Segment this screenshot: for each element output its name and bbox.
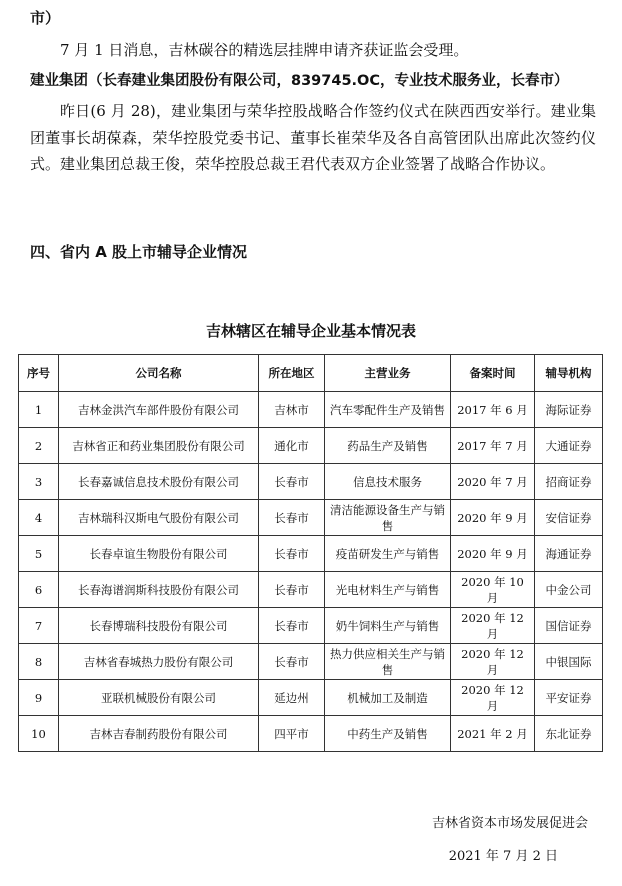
footer-organization: 吉林省资本市场发展促进会 — [431, 816, 588, 831]
footer-date: 2021 年 7 月 2 日 — [448, 849, 558, 864]
cell-tutoring-agency: 招商证券 — [535, 464, 603, 500]
cell-region: 通化市 — [259, 428, 325, 464]
cell-filing-date: 2020 年 12 月 — [451, 644, 535, 680]
cell-company-name: 吉林吉春制药股份有限公司 — [59, 716, 259, 752]
cell-region: 长春市 — [259, 644, 325, 680]
news-paragraph-1: 7 月 1 日消息，吉林碳谷的精选层挂牌申请齐获证监会受理。 — [60, 41, 469, 59]
cell-filing-date: 2020 年 7 月 — [451, 464, 535, 500]
header-tutoring-agency: 辅导机构 — [535, 355, 603, 392]
cell-tutoring-agency: 大通证券 — [535, 428, 603, 464]
cell-tutoring-agency: 中金公司 — [535, 572, 603, 608]
cell-region: 长春市 — [259, 572, 325, 608]
cell-index: 2 — [19, 428, 59, 464]
table-header-row — [19, 355, 603, 392]
cell-tutoring-agency: 国信证券 — [535, 608, 603, 644]
cell-index: 4 — [19, 500, 59, 536]
cell-region: 四平市 — [259, 716, 325, 752]
cell-filing-date: 2020 年 12 月 — [451, 608, 535, 644]
table-row — [19, 716, 603, 752]
cell-filing-date: 2020 年 12 月 — [451, 680, 535, 716]
cell-company-name: 长春卓谊生物股份有限公司 — [59, 536, 259, 572]
cell-filing-date: 2017 年 7 月 — [451, 428, 535, 464]
cell-company-name: 吉林省春城热力股份有限公司 — [59, 644, 259, 680]
header-main-business: 主营业务 — [325, 355, 451, 392]
cell-tutoring-agency: 海通证券 — [535, 536, 603, 572]
cell-tutoring-agency: 中银国际 — [535, 644, 603, 680]
cell-index: 5 — [19, 536, 59, 572]
table-row — [19, 536, 603, 572]
cell-index: 3 — [19, 464, 59, 500]
cell-main-business: 信息技术服务 — [325, 464, 451, 500]
cell-company-name: 吉林省正和药业集团股份有限公司 — [59, 428, 259, 464]
cell-index: 7 — [19, 608, 59, 644]
table-row — [19, 428, 603, 464]
section-heading: 四、省内 A 股上市辅导企业情况 — [30, 243, 248, 261]
cell-tutoring-agency: 海际证券 — [535, 392, 603, 428]
cell-main-business: 药品生产及销售 — [325, 428, 451, 464]
cell-company-name: 亚联机械股份有限公司 — [59, 680, 259, 716]
cell-main-business: 热力供应相关生产与销售 — [325, 644, 451, 680]
table-row — [19, 644, 603, 680]
cell-main-business: 光电材料生产与销售 — [325, 572, 451, 608]
cell-index: 6 — [19, 572, 59, 608]
cell-company-name: 吉林金洪汽车部件股份有限公司 — [59, 392, 259, 428]
cell-region: 延边州 — [259, 680, 325, 716]
table-row — [19, 464, 603, 500]
table-title: 吉林辖区在辅导企业基本情况表 — [205, 322, 416, 340]
cell-main-business: 奶牛饲料生产与销售 — [325, 608, 451, 644]
cell-region: 长春市 — [259, 464, 325, 500]
cell-region: 吉林市 — [259, 392, 325, 428]
cell-region: 长春市 — [259, 536, 325, 572]
cell-filing-date: 2017 年 6 月 — [451, 392, 535, 428]
cell-main-business: 中药生产及销售 — [325, 716, 451, 752]
cell-tutoring-agency: 东北证券 — [535, 716, 603, 752]
cell-region: 长春市 — [259, 500, 325, 536]
cell-filing-date: 2021 年 2 月 — [451, 716, 535, 752]
cell-main-business: 疫苗研发生产与销售 — [325, 536, 451, 572]
header-filing-date: 备案时间 — [451, 355, 535, 392]
news-paragraph-2: 昨日(6 月 28)，建业集团与荣华控股战略合作签约仪式在陕西西安举行。建业集团董事长胡葆森，荣华控股党委书记、董事长崔荣华及各自高管团队出席此次签约仪式。建业集团总裁王俊，荣华控股总裁王君代表双方企业签署了战略合作协议。 — [30, 102, 596, 173]
cell-main-business: 汽车零配件生产及销售 — [325, 392, 451, 428]
table-row — [19, 608, 603, 644]
cell-tutoring-agency: 平安证券 — [535, 680, 603, 716]
cell-company-name: 长春博瑞科技股份有限公司 — [59, 608, 259, 644]
tutoring-companies-table — [18, 354, 603, 752]
company-heading: 建业集团（长春建业集团股份有限公司，839745.OC，专业技术服务业，长春市） — [30, 73, 569, 89]
header-region: 所在地区 — [259, 355, 325, 392]
cell-index: 9 — [19, 680, 59, 716]
cell-tutoring-agency: 安信证券 — [535, 500, 603, 536]
cell-company-name: 长春海谱润斯科技股份有限公司 — [59, 572, 259, 608]
cell-index: 1 — [19, 392, 59, 428]
cell-company-name: 长春嘉诚信息技术股份有限公司 — [59, 464, 259, 500]
cell-index: 8 — [19, 644, 59, 680]
continued-heading-fragment: 市） — [30, 9, 61, 27]
table-row — [19, 572, 603, 608]
cell-main-business: 机械加工及制造 — [325, 680, 451, 716]
cell-filing-date: 2020 年 9 月 — [451, 536, 535, 572]
table-row — [19, 500, 603, 536]
header-index: 序号 — [19, 355, 59, 392]
cell-filing-date: 2020 年 10 月 — [451, 572, 535, 608]
cell-filing-date: 2020 年 9 月 — [451, 500, 535, 536]
table-row — [19, 680, 603, 716]
cell-main-business: 清洁能源设备生产与销售 — [325, 500, 451, 536]
header-company-name: 公司名称 — [59, 355, 259, 392]
cell-index: 10 — [19, 716, 59, 752]
cell-region: 长春市 — [259, 608, 325, 644]
table-row — [19, 392, 603, 428]
cell-company-name: 吉林瑞科汉斯电气股份有限公司 — [59, 500, 259, 536]
